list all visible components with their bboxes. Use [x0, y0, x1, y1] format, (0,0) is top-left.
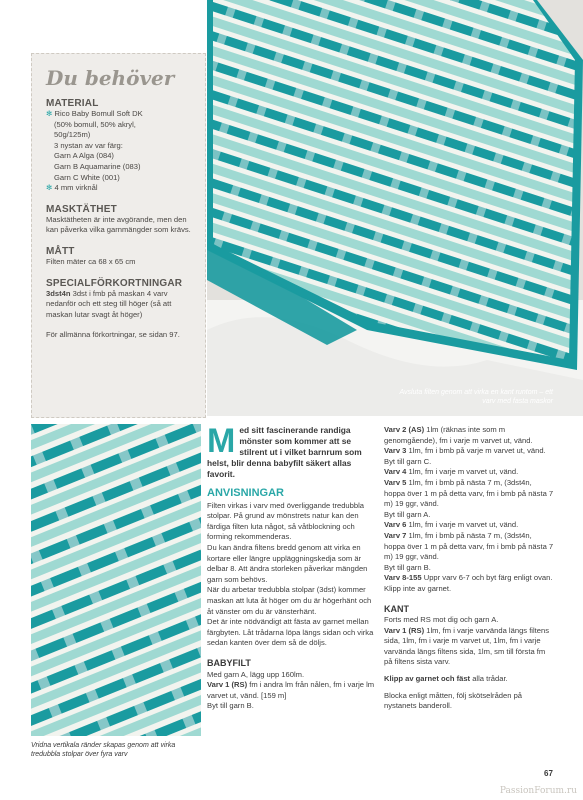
- row-text: alla trådar.: [470, 674, 508, 684]
- pattern-step: [384, 467, 554, 478]
- pattern-step: [384, 674, 554, 685]
- row-label: Varv 6: [384, 520, 407, 530]
- page-number: 67: [544, 769, 553, 778]
- row-label: Varv 1 (RS): [384, 625, 425, 635]
- material-line: Rico Baby Bomull Soft DK: [54, 109, 143, 118]
- row-text: fm i andra lm från nålen, fm i varje lm varvet ut, vänd. [159 m]: [207, 680, 375, 700]
- instructions-paragraph: Det är inte nödvändigt att fästa av garnet mellan färgbyten. Låt trådarna löpa längs sidan och virka sedan kanten över dem så de döljs.: [207, 617, 374, 648]
- material-list: [46, 109, 195, 194]
- material-line: Garn C White (001): [54, 172, 120, 182]
- row-text: Uppr varv 6-7 och byt färg enligt ovan.: [421, 573, 553, 583]
- row-text: 1lm, fm i bmb på nästa 7 m, (3dst4n, hoppa över 1 m på detta varv, fm i bmb på nästa 7 m) 19 ggr, vänd.: [384, 477, 554, 509]
- article-right-column: [384, 425, 554, 712]
- row-label: Varv 8-155: [384, 573, 422, 583]
- pattern-step: Byt till garn A.: [384, 509, 431, 519]
- row-label: Varv 7: [384, 530, 407, 540]
- pattern-step: Forts med RS mot dig och garn A.: [384, 615, 499, 625]
- pattern-step: [384, 520, 554, 531]
- material-line: 3 nystan av var färg:: [54, 140, 123, 150]
- pattern-step: [384, 626, 554, 668]
- photo-caption-bottom: Vridna vertikala ränder skapas genom att virka tredubbla stolpar över fyra varv: [31, 742, 176, 758]
- row-label: Varv 1 (RS): [207, 680, 248, 690]
- intro-paragraph: [207, 422, 375, 480]
- pattern-step: [207, 680, 375, 701]
- pattern-step: Byt till garn C.: [384, 456, 432, 466]
- material-line: Garn A Alga (084): [54, 151, 114, 161]
- page-footer: [0, 784, 583, 800]
- instructions-heading: ANVISNINGAR: [207, 487, 285, 499]
- material-line: 4 mm virknål: [54, 183, 98, 193]
- row-text: 1lm, fm i varje m varvet ut, vänd.: [406, 467, 519, 477]
- article-middle-column: [207, 422, 375, 712]
- material-line: Garn B Aquamarine (083): [54, 161, 141, 171]
- material-heading: MATERIAL: [46, 98, 99, 109]
- materials-sidebar: [31, 53, 206, 418]
- material-line: 50g/125m): [54, 130, 91, 140]
- row-text: 1lm (räknas inte som m genomgående), fm i varje m varvet ut, vänd.: [384, 425, 533, 445]
- instructions-paragraph: Du kan ändra filtens bredd genom att virka en kortare eller längre uppläggningskedja som är delbar 8. Att ändra storleken påverkar mängden garn som behövs.: [207, 542, 368, 584]
- intro-text: ed sitt fascinerande randiga mönster som kommer att se stilrent ut i vilket barnrum som helst, blir denna babyfilt säkert allas favorit.: [207, 425, 362, 479]
- blanket-photo-bottom-illustration: [31, 424, 201, 736]
- pattern-step: [384, 478, 554, 510]
- watermark: PassionForum.ru: [499, 786, 577, 796]
- kant-heading: KANT: [384, 603, 409, 614]
- size-heading: MÅTT: [46, 245, 75, 257]
- pattern-step: Klipp inte av garnet.: [384, 583, 452, 593]
- blanket-photo-top: [207, 0, 583, 416]
- instructions-paragraph: När du arbetar tredubbla stolpar (3dst) kommer maskan att luta åt höger om du är högerhänt och åt vänster om du är vänsterhänt.: [207, 585, 372, 616]
- blanket-photo-bottom: [31, 424, 201, 736]
- pattern-step: Blocka enligt måtten, följ skötselråden på nystanets banderoll.: [384, 690, 523, 711]
- photo-caption-top: Avsluta filten genom att virka en kant runtom – ett varv med fasta maskor: [399, 389, 553, 405]
- row-label: Varv 5: [384, 477, 407, 487]
- sidebar-title: Du behöver: [46, 66, 175, 90]
- size-text: Filten mäter ca 68 x 65 cm: [46, 256, 136, 266]
- bullet-icon: ✻: [46, 183, 55, 193]
- gauge-text: Masktätheten är inte avgörande, men den kan påverka vilka garnmängder som krävs.: [46, 214, 191, 235]
- row-label: Varv 2 (AS): [384, 425, 425, 434]
- pattern-step: [384, 425, 554, 446]
- bullet-icon: ✻: [46, 109, 55, 118]
- row-label: Varv 3: [384, 446, 407, 456]
- row-text: 1lm, fm i varje m varvet ut, vänd.: [406, 520, 519, 530]
- pattern-step: Byt till garn B.: [384, 562, 431, 572]
- pattern-step: [384, 573, 554, 584]
- row-label: Varv 4: [384, 467, 407, 477]
- gauge-heading: MASKTÄTHET: [46, 203, 117, 215]
- abbreviations-heading: SPECIALFÖRKORTNINGAR: [46, 277, 183, 289]
- material-line: (50% bomull, 50% akryl,: [54, 119, 136, 129]
- blanket-photo-top-illustration: [207, 0, 583, 416]
- babyfilt-heading: BABYFILT: [207, 657, 251, 668]
- abbreviation-term: 3dst4n: [46, 288, 71, 298]
- row-text: 1lm, fm i bmb på nästa 7 m, (3dst4n, hoppa över 1 m på detta varv, fm i bmb på nästa 7 m) 19 ggr, vänd.: [384, 530, 554, 562]
- pattern-step: Med garn A, lägg upp 160lm.: [207, 669, 305, 679]
- drop-cap: M: [207, 422, 236, 460]
- row-text: 1lm, fm i varje varvända längs filtens sida, 1lm, fm i varje m varvet ut, 1lm, fm i varje varvända längs filtens sida, 1lm, sm till första fm på filtens sista varv.: [384, 625, 550, 667]
- abbreviation-definition: 3dst i fmb på maskan 4 varv nedanför och ett steg till höger (så att maskan lutar svagt åt höger): [46, 288, 172, 319]
- instructions-paragraph: Filten virkas i varv med överliggande tredubbla stolpar. På grund av mönstrets natur kan den färdiga filten luta något, så våtblockning och forming rekommenderas.: [207, 500, 365, 542]
- row-label: Klipp av garnet och fäst: [384, 674, 471, 684]
- abbreviation-entry: [46, 289, 195, 321]
- pattern-step: Byt till garn B.: [207, 701, 254, 711]
- abbreviation-note: För allmänna förkortningar, se sidan 97.: [46, 330, 180, 340]
- pattern-step: [384, 531, 554, 563]
- row-text: 1lm, fm i bmb på varje m varvet ut, vänd.: [406, 446, 546, 456]
- pattern-step: [384, 446, 554, 457]
